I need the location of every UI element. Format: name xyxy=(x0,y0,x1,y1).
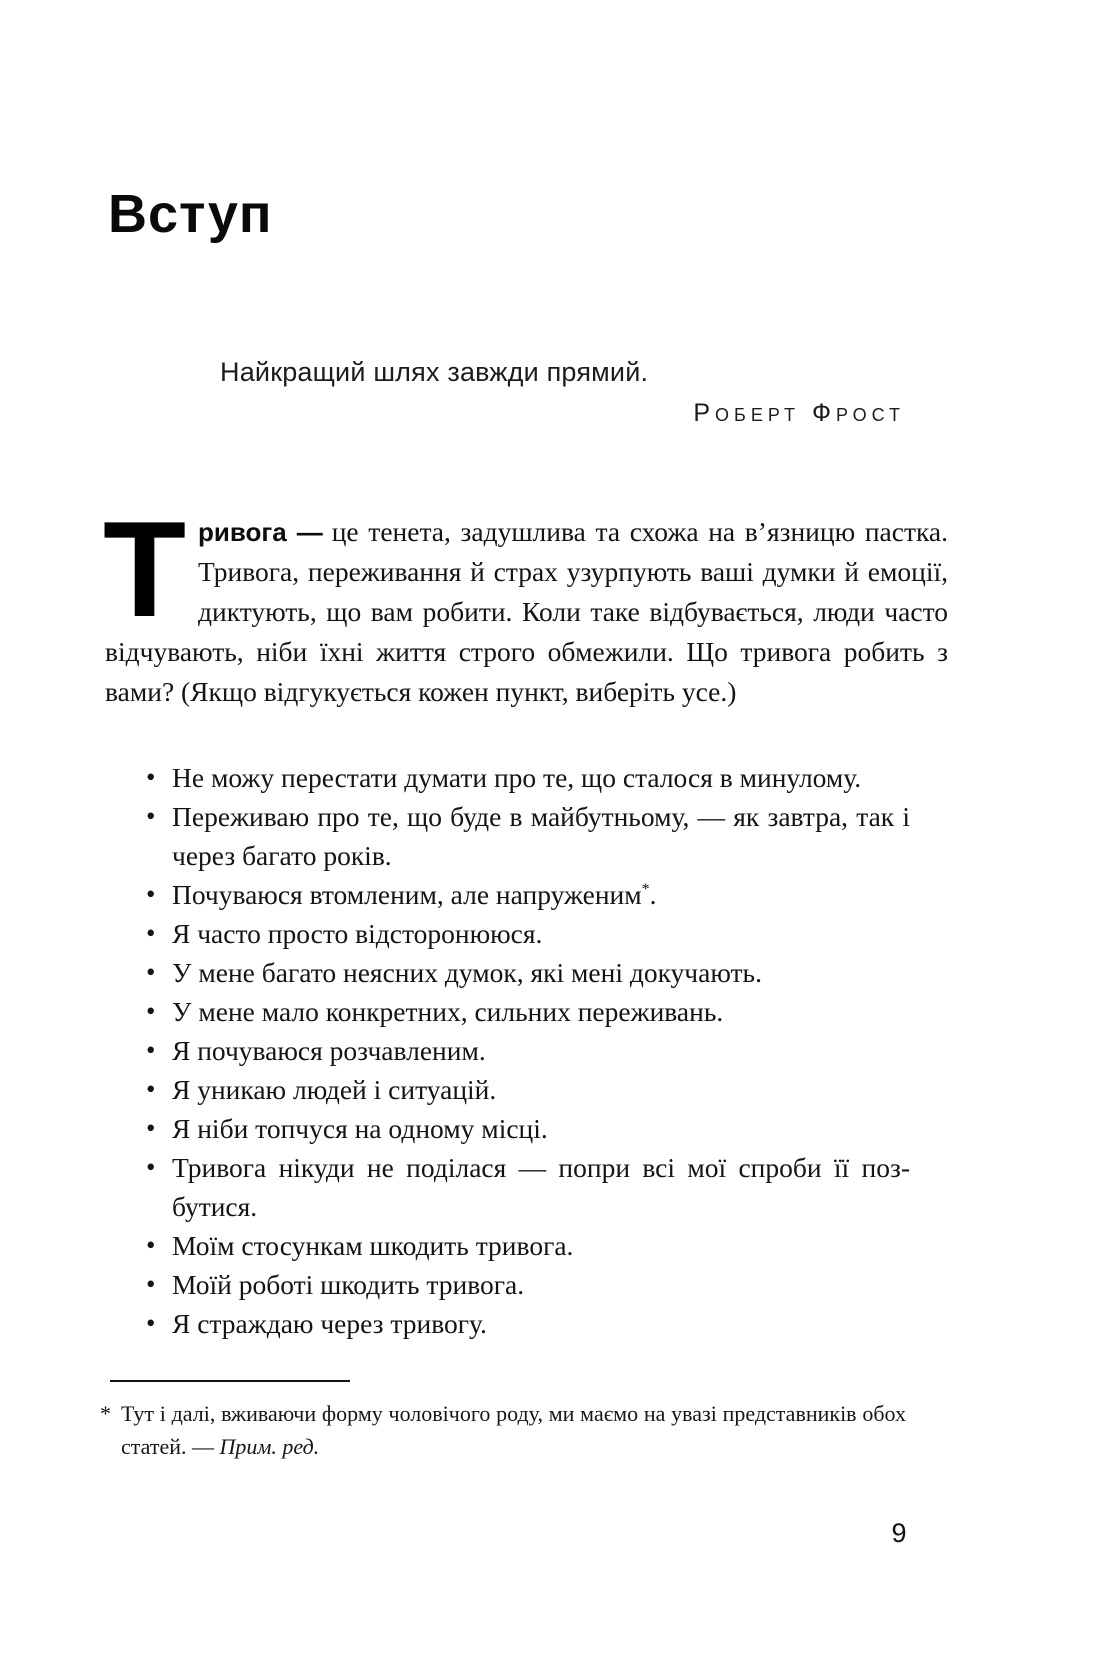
checklist-item-text: Моїй роботі шкодить тривога. xyxy=(172,1269,525,1300)
checklist-item-text: Переживаю про те, що буде в майбутньому, — як завтра, так і через багато років. xyxy=(172,801,910,871)
checklist-item-text: Я часто просто відсторонююся. xyxy=(172,918,543,949)
checklist-item xyxy=(105,758,910,797)
footnote-text xyxy=(121,1397,906,1463)
epigraph-attribution: Роберт Фрост xyxy=(693,399,905,427)
bullet-icon: • xyxy=(146,1035,156,1065)
footnote-marker: * xyxy=(100,1401,111,1426)
checklist-item-text: У мене багато неясних думок, які мені докучають. xyxy=(172,957,762,988)
bullet-icon: • xyxy=(146,1113,156,1143)
chapter-title: Вступ xyxy=(108,184,273,244)
footnote xyxy=(100,1397,906,1463)
checklist-item-text: Не можу перестати думати про те, що сталося в минулому. xyxy=(172,762,862,793)
checklist-item xyxy=(105,797,910,875)
bullet-icon: • xyxy=(146,918,156,948)
checklist-item xyxy=(105,875,910,914)
checklist-item xyxy=(105,1226,910,1265)
checklist-item-text: Я почуваюся розчавленим. xyxy=(172,1035,486,1066)
footnote-attribution: Прим. ред. xyxy=(219,1434,320,1459)
checklist-item-text: Я уникаю людей і ситуацій. xyxy=(172,1074,497,1105)
intro-paragraph xyxy=(103,493,948,712)
footnote-divider xyxy=(110,1380,350,1382)
checklist-item xyxy=(105,1031,910,1070)
checklist-item xyxy=(105,1265,910,1304)
bullet-icon: • xyxy=(146,957,156,987)
lead-bold: ривога — xyxy=(198,517,323,547)
checklist-item-text: У мене мало конкретних, сильних переживань. xyxy=(172,996,724,1027)
bullet-icon: • xyxy=(146,801,156,831)
checklist-item-text: Моїм стосункам шкодить тривога. xyxy=(172,1230,574,1261)
bullet-icon: • xyxy=(146,762,156,792)
bullet-icon: • xyxy=(146,1308,156,1338)
checklist-item xyxy=(105,1148,910,1226)
checklist-item xyxy=(105,914,910,953)
bullet-icon: • xyxy=(146,879,156,909)
dropcap-box xyxy=(103,493,198,645)
bullet-icon: • xyxy=(146,996,156,1026)
checklist-item-text: Почуваюся втомленим, але напруженим*. xyxy=(172,879,657,910)
epigraph-quote: Найкращий шлях завжди прямий. xyxy=(220,357,649,387)
checklist-item xyxy=(105,1070,910,1109)
checklist-item xyxy=(105,992,910,1031)
intro-body-text: це тенета, задушлива та схожа на в’язницю пастка. Тривога, переживання й страх узурпують ваші думки й емоції, диктують, що вам робити. Коли таке відбувається, люди часто відчувають, ніби їхні життя строго обмежили. Що тривога робить з вами? (Якщо відгукується кожен пункт, виберіть усе.) xyxy=(105,516,948,707)
checklist-item xyxy=(105,1304,910,1343)
bullet-icon: • xyxy=(146,1152,156,1182)
dropcap-letter: Т xyxy=(103,493,187,645)
page-number: 9 xyxy=(891,1518,907,1548)
checklist-item-text: Я ніби топчуся на одному місці. xyxy=(172,1113,548,1144)
footnote-text-main: Тут і далі, вживаючи форму чоловічого роду, ми маємо на увазі представників обох статей. — xyxy=(121,1401,906,1459)
checklist-item-text: Я страждаю через тривогу. xyxy=(172,1308,487,1339)
checklist-item-text: Тривога нікуди не поділася — попри всі мої спроби її позбутися. xyxy=(172,1152,910,1222)
checklist-item xyxy=(105,1109,910,1148)
checklist-item xyxy=(105,953,910,992)
bullet-icon: • xyxy=(146,1269,156,1299)
bullet-icon: • xyxy=(146,1230,156,1260)
anxiety-checklist xyxy=(105,758,910,1343)
bullet-icon: • xyxy=(146,1074,156,1104)
